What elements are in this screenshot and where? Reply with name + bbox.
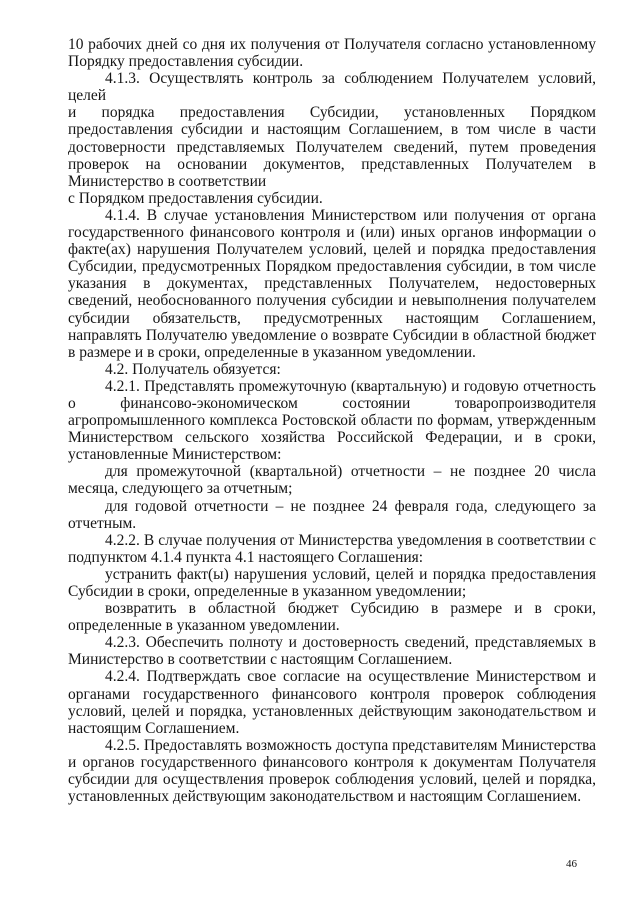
paragraph: 4.1.4. В случае установления Министерством или получения от органа государственного финансового контроля и (или) иных органов информации о факте(ах) нарушения Получателем условий, целей и порядка предоставления Субсидии, предусмотренных Порядком предоставления субсидии, в том числе указания в документах, представленных Получателем, недостоверных сведений, необоснованного получения субсидии и невыполнения получателем субсидии обязательств, предусмотренных настоящим Соглашением, направлять Получателю уведомление о возврате Субсидии в областной бюджет в размере и в сроки, определенные в указанном уведомлении.: [68, 206, 596, 361]
paragraph: 4.2.2. В случае получения от Министерства уведомления в соответствии с подпунктом 4.1.4 пункта 4.1 настоящего Соглашения:: [68, 531, 596, 566]
paragraph: 10 рабочих дней со дня их получения от Получателя согласно установленному Порядку предоставления субсидии.: [68, 36, 596, 71]
paragraph: и порядка предоставления Субсидии, установленных Порядком предоставления субсидии и настоящим Соглашением, в том числе в части достоверности представляемых Получателем сведений, путем проведения проверок на основании документов, представленных Получателем в Министерство в соответствии: [68, 104, 596, 190]
paragraph: 4.2.4. Подтверждать свое согласие на осуществление Министерством и органами государственного финансового контроля проверок соблюдения условий, целей и порядка, установленных действующим законодательством и настоящим Соглашением.: [68, 668, 596, 737]
paragraph: 4.2.1. Представлять промежуточную (квартальную) и годовую отчетность о финансово-экономическом состоянии товаропроизводителя агропромышленного комплекса Ростовской области по формам, утвержденным Министерством сельского хозяйства Российской Федерации, и в сроки, установленные Министерством:: [68, 377, 596, 464]
paragraph: возвратить в областной бюджет Субсидию в размере и в сроки, определенные в указанном уведомлении.: [68, 600, 596, 635]
paragraph: для промежуточной (квартальной) отчетности – не позднее 20 числа месяца, следующего за отчетным;: [68, 463, 596, 498]
paragraph: с Порядком предоставления субсидии.: [68, 189, 323, 207]
page-number: 46: [566, 858, 577, 870]
paragraph: для годовой отчетности – не позднее 24 февраля года, следующего за отчетным.: [68, 497, 596, 532]
paragraph: 4.1.3. Осуществлять контроль за соблюдением Получателем условий, целей: [68, 70, 596, 105]
paragraph: 4.2. Получатель обязуется:: [105, 360, 281, 378]
paragraph: 4.2.3. Обеспечить полноту и достоверность сведений, представляемых в Министерство в соответствии с настоящим Соглашением.: [68, 634, 596, 669]
body-text: [68, 36, 596, 805]
paragraph: устранить факт(ы) нарушения условий, целей и порядка предоставления Субсидии в сроки, определенные в указанном уведомлении;: [68, 565, 596, 600]
paragraph: 4.2.5. Предоставлять возможность доступа представителям Министерства и органов государственного финансового контроля к документам Получателя субсидии для осуществления проверок соблюдения условий, целей и порядка, установленных действующим законодательством и настоящим Соглашением.: [68, 736, 596, 806]
